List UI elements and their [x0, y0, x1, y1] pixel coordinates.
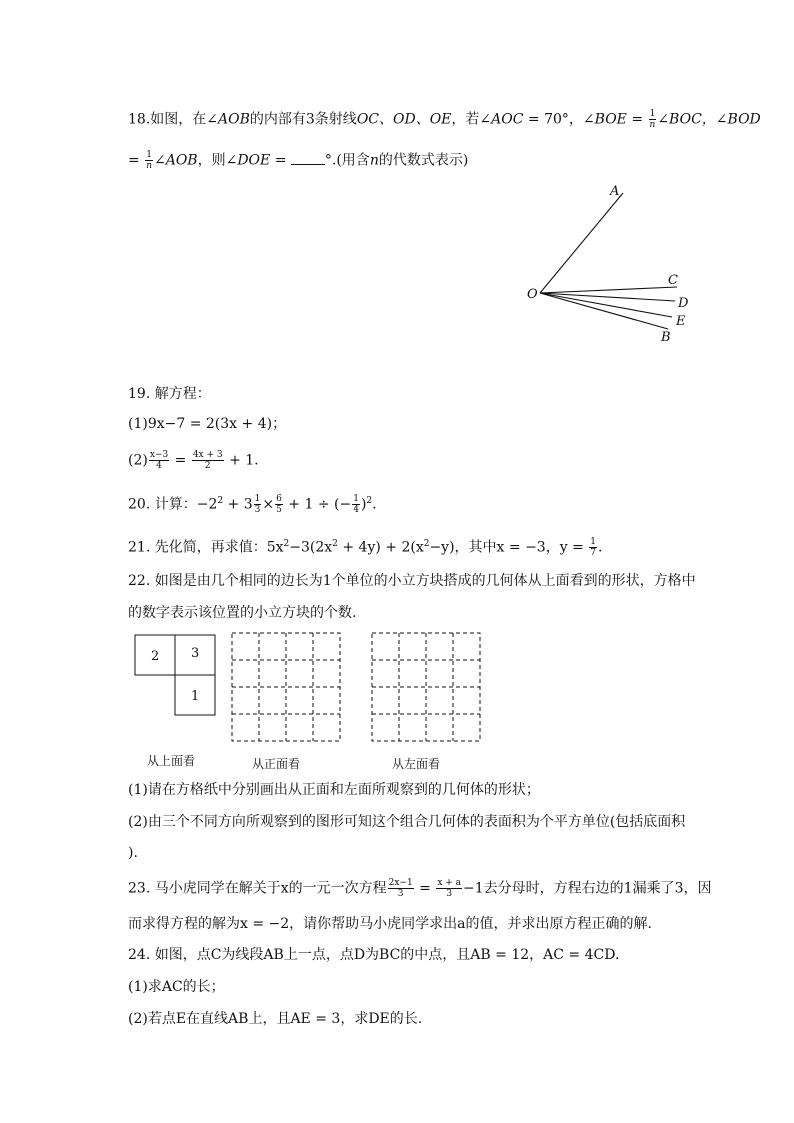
caption-front-view: 从正面看	[252, 757, 301, 771]
q18-line2: = $\frac{1}{n}$ ∠AOB，则∠DOE = °.(用含n的代数式表示)	[128, 150, 469, 171]
q18-line1: 18.如图，在∠AOB的内部有3条射线OC、OD、OE，若∠AOC = 70°，∠BOE = $\frac{1}{n}$ ∠BOC，∠BOD	[128, 109, 761, 130]
q22-figures	[130, 630, 490, 765]
q22-line1: 22. 如图是由几个相同的边长为1个单位的小立方块搭成的几何体从上面看到的形状，方格中	[128, 573, 696, 589]
q24-part1: (1)求AC的长；	[128, 979, 225, 995]
q22-line2: 的数字表示该位置的小立方块的个数.	[128, 605, 357, 621]
q21-line: 21. 先化简，再求值：$5x^2-3(2x^2 + 4y) + 2(x^2-y)$，其中x = −3，y = $\frac{1}{7}$ .	[128, 537, 603, 559]
q18-fraction-2: $\frac{1}{n}$	[146, 150, 152, 171]
q19-title: 19. 解方程：	[128, 386, 211, 402]
q22-part1: (1)请在方格纸中分别画出从正面和左面所观察到的几何体的形状；	[128, 782, 540, 798]
q20-line: 20. 计算：$-2^2 + 3$ $\frac{1}{3}$ × $\frac{6}{5}$ + 1 ÷ (− $\frac{1}{4}$ )$^2$.	[128, 494, 377, 516]
q18-fraction-1: $\frac{1}{n}$	[649, 109, 656, 130]
ray-OC	[540, 287, 677, 293]
label-B: B	[661, 330, 671, 345]
top-view-cell-3: 1	[191, 689, 200, 704]
q24-part2: (2)若点E在直线AB上，且AE = 3，求DE的长.	[128, 1011, 423, 1027]
label-D: D	[678, 296, 689, 311]
q24-line1: 24. 如图，点C为线段AB上一点，点D为BC的中点，且AB = 12，AC = 4CD.	[128, 947, 620, 963]
q23-line2: 而求得方程的解为x = −2，请你帮助马小虎同学求出a的值，并求出原方程正确的解.	[128, 916, 652, 932]
ray-OB	[540, 293, 668, 329]
label-O: O	[527, 287, 538, 302]
front-view-grid[interactable]	[232, 633, 340, 741]
label-E: E	[676, 314, 686, 329]
q22-part2: (2)由三个不同方向所观察到的图形可知这个组合几何体的表面积为个平方单位(包括底面积	[128, 814, 686, 830]
caption-left-view: 从左面看	[392, 757, 441, 771]
ray-OA	[540, 193, 623, 293]
q22-part2-end: ).	[128, 845, 138, 861]
left-view-grid[interactable]	[372, 633, 480, 741]
q18-answer-blank[interactable]	[291, 152, 325, 165]
top-view-grid	[135, 635, 215, 715]
top-view-cell-1: 2	[151, 649, 160, 664]
label-C: C	[668, 273, 678, 288]
q19-part1: (1)9x−7 = 2(3x + 4)；	[128, 416, 287, 432]
caption-top-view: 从上面看	[147, 754, 196, 768]
q18-angle-diagram	[520, 180, 700, 350]
q19-part2: (2) $\frac{x-3}{4}$ = $\frac{4x + 3}{2}$ + 1.	[128, 450, 259, 471]
label-A: A	[610, 184, 620, 199]
top-view-cell-2: 3	[191, 646, 200, 661]
q23-line1: 23. 马小虎同学在解关于x的一元一次方程 $\frac{2x-1}{3}$ = $\frac{x + a}{3}$ −1去分母时，方程右边的1漏乘了3，因	[128, 878, 712, 899]
